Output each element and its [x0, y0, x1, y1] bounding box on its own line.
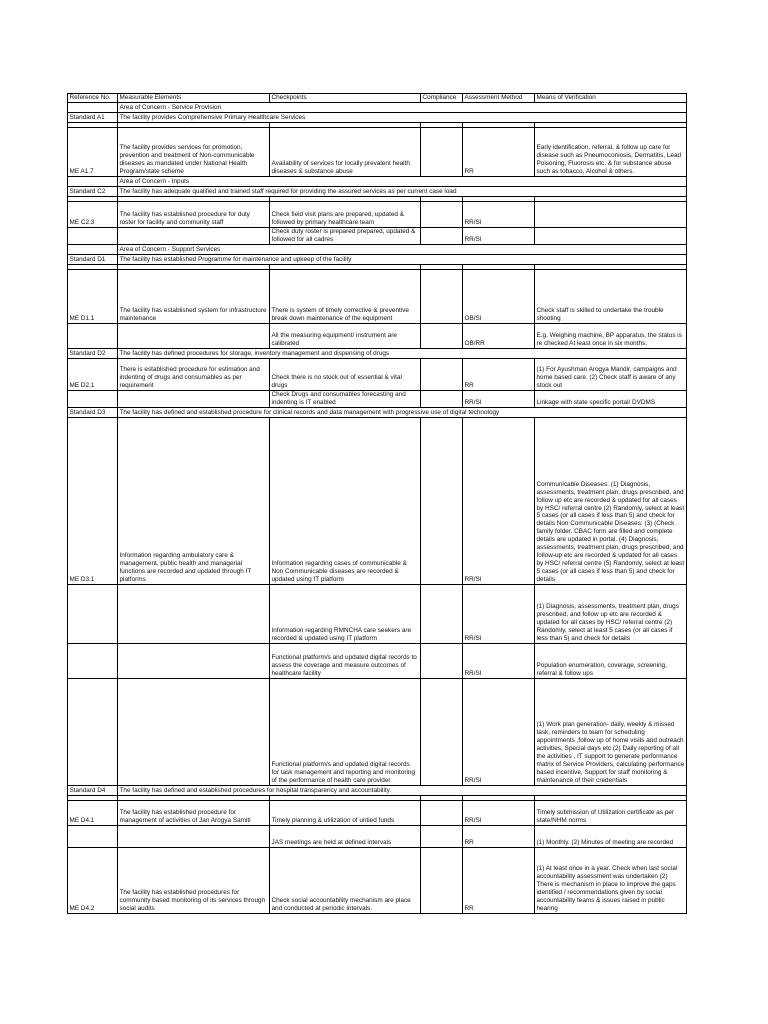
compliance-cell	[421, 323, 463, 348]
means-of-verification-cell: Population enumeration, coverage, screening, referral & follow ups	[535, 643, 687, 678]
means-of-verification-cell	[535, 228, 687, 245]
measurable-element-cell	[118, 323, 270, 348]
table-row	[68, 417, 687, 584]
means-of-verification-cell: Linkage with state specific portal/ DVDMS	[535, 390, 687, 407]
table-row	[68, 128, 687, 177]
assessment-method-cell: RR/SI	[463, 800, 535, 825]
measurable-element-cell: The facility has established procedure for duty roster for facility and community staff	[118, 202, 270, 228]
measurable-element-cell	[118, 228, 270, 245]
standard-row	[68, 187, 687, 197]
standard-ref: Standard D4	[68, 785, 118, 795]
means-of-verification-cell: (1) Monthly. (2) Minutes of meeting are recorded	[535, 825, 687, 847]
compliance-cell	[421, 800, 463, 825]
compliance-cell	[421, 228, 463, 245]
reference-no-cell: ME A1.7	[68, 128, 118, 177]
standard-row	[68, 113, 687, 123]
assessment-method-cell: RR/SI	[463, 643, 535, 678]
table-row	[68, 825, 687, 847]
standard-title: The facility has defined and established procedure for clinical records and data management with progressive use of digital technology	[118, 407, 687, 417]
reference-no-cell	[68, 390, 118, 407]
standard-ref: Standard A1	[68, 113, 118, 123]
table-row	[68, 202, 687, 228]
checkpoint-cell: Check there is no stock out of essential & vital drugs	[270, 358, 421, 390]
standard-row	[68, 348, 687, 358]
ref-cell	[68, 103, 118, 113]
table-row	[68, 847, 687, 913]
means-of-verification-cell: Timely submission of Utilization certificate as per state/NHM norms	[535, 800, 687, 825]
ref-cell	[68, 244, 118, 254]
means-of-verification-cell: Check staff is skilled to undertake the trouble shooting	[535, 269, 687, 323]
checkpoint-cell: All the measuring equipment/ instrument are calibrated	[270, 323, 421, 348]
assessment-method-cell: OB/SI	[463, 269, 535, 323]
checkpoint-cell: Check field visit plans are prepared, updated & followed by primary healthcare team	[270, 202, 421, 228]
assessment-method-cell: RR/SI	[463, 417, 535, 584]
checklist-table	[67, 93, 687, 914]
standard-row	[68, 407, 687, 417]
table-row	[68, 800, 687, 825]
area-of-concern-row	[68, 244, 687, 254]
reference-no-cell	[68, 678, 118, 785]
means-of-verification-cell	[535, 202, 687, 228]
reference-no-cell	[68, 323, 118, 348]
checkpoint-cell: Check social accountability mechanism are place and conducted at periodic intervals.	[270, 847, 421, 913]
means-of-verification-cell: (1) Diagnosis, assessments, treatment plan, drugs prescribed, and follow up etc are recorded & updated for all cases by HSC/ referral centre (2) Randomly, select at least 5 cases (or all cases if less than 5) and check for details	[535, 584, 687, 643]
table-row	[68, 643, 687, 678]
assessment-method-cell: RR	[463, 128, 535, 177]
standard-row	[68, 785, 687, 795]
measurable-element-cell: Information regarding ambulatory care & management, public health and managerial functions are recorded and updated through IT platforms	[118, 417, 270, 584]
measurable-element-cell	[118, 825, 270, 847]
table-row	[68, 358, 687, 390]
area-of-concern-row	[68, 103, 687, 113]
standard-title: The facility has defined and established procedures for hospital transparency and accountability.	[118, 785, 687, 795]
compliance-cell	[421, 128, 463, 177]
checkpoint-cell: Check duty roster is prepared prepared, updated & followed for all cadres	[270, 228, 421, 245]
area-of-concern-title: Area of Concern - Support Services	[118, 244, 687, 254]
assessment-method-cell: RR	[463, 358, 535, 390]
header-row	[68, 94, 687, 103]
means-of-verification-cell: Early identification, referral, & follow up care for disease such as Pneumoconiosis, Dermatitis, Lead Poisoning, Fluorosis etc. & for substance abuse such as tobacco, Alcohol & others.	[535, 128, 687, 177]
assessment-method-cell: RR/SI	[463, 584, 535, 643]
checkpoint-cell: There is system of timely corrective & preventive break down maintenance of the equipment	[270, 269, 421, 323]
reference-no-cell	[68, 643, 118, 678]
table-row	[68, 269, 687, 323]
checkpoint-cell: Functional platform/s and updated digital records to assess the coverage and measure outcomes of healthcare facility	[270, 643, 421, 678]
header-checkpoints: Checkpoints	[270, 94, 421, 103]
means-of-verification-cell: (1) Work plan generation- daily, weekly & missed task, reminders to team for scheduling appointments ,follow up of home visits and outreach activities, Special days etc (2) Daily reporting of all the activities , IT support to generate performance matrix of Service Providers, calculating performance based incentive, Support for staff monitoring & maintenance of their credentials	[535, 678, 687, 785]
measurable-element-cell	[118, 643, 270, 678]
means-of-verification-cell: (1) At least once in a year. Check when last social accountability assessment was undertaken (2) There is mechanism in place to improve the gaps identified / recommendations given by social accountability teams & issues raised in public hearing	[535, 847, 687, 913]
means-of-verification-cell: Communicable Diseases: (1) Diagnosis, assessments, treatment plan, drugs prescribed, and follow up etc are recorded & updated for all cases by HSC/ referral centre (2) Randomly, select at least 5 cases (or all cases if less than 5) and check for details Non Communicable Diseases: (3) (Check family folder, CBAC form are filled and complete details are updated in portal. (4) Diagnosis, assessments, treatment plan, drugs prescribed, and follow-up etc are recorded & updated for all cases by HSC/ referral centre (5) Randomly, select at least 5 cases (or all cases if less than 5) and check for details	[535, 417, 687, 584]
reference-no-cell: ME D4.2	[68, 847, 118, 913]
standard-ref: Standard D1	[68, 254, 118, 264]
standard-title: The facility has adequate qualified and trained staff required for providing the assured services as per current case load	[118, 187, 687, 197]
table-row	[68, 678, 687, 785]
compliance-cell	[421, 847, 463, 913]
standard-title: The facility has defined procedures for storage, inventory management and dispensing of drugs	[118, 348, 687, 358]
assessment-method-cell: RR	[463, 847, 535, 913]
measurable-element-cell: The facility has established system for infrastructure maintenance	[118, 269, 270, 323]
compliance-cell	[421, 643, 463, 678]
checkpoint-cell: Functional platform/s and updated digital records for task management and reporting and monitoring of the performance of health care provider	[270, 678, 421, 785]
header-measurable-elements: Measurable Elements	[118, 94, 270, 103]
reference-no-cell: ME D2.1	[68, 358, 118, 390]
measurable-element-cell	[118, 390, 270, 407]
header-reference-no: Reference No.	[68, 94, 118, 103]
ref-cell	[68, 177, 118, 187]
assessment-method-cell: RR	[463, 825, 535, 847]
standard-title: The facility has established Programme for maintenance and upkeep of the facility	[118, 254, 687, 264]
means-of-verification-cell: E.g. Weighing machine, BP apparatus, the status is re checked At least once in six months.	[535, 323, 687, 348]
compliance-cell	[421, 269, 463, 323]
checklist-body	[68, 94, 687, 914]
standard-ref: Standard C2	[68, 187, 118, 197]
reference-no-cell: ME D3.1	[68, 417, 118, 584]
reference-no-cell: ME C2.3	[68, 202, 118, 228]
compliance-cell	[421, 202, 463, 228]
measurable-element-cell: There is established procedure for estimation and indenting of drugs and consumables as per requirement	[118, 358, 270, 390]
measurable-element-cell	[118, 584, 270, 643]
table-row	[68, 390, 687, 407]
header-compliance: Compliance	[421, 94, 463, 103]
table-row	[68, 584, 687, 643]
assessment-method-cell: RR/SI	[463, 228, 535, 245]
reference-no-cell: ME D1.1	[68, 269, 118, 323]
means-of-verification-cell: (1) For Ayushman Arogya Mandir, campaigns and home based care. (2) Check staff is aware of any stock out	[535, 358, 687, 390]
checkpoint-cell: Timely planning & utilization of untied funds	[270, 800, 421, 825]
compliance-cell	[421, 358, 463, 390]
standard-ref: Standard D3	[68, 407, 118, 417]
checkpoint-cell: Information regarding cases of communicable & Non Communicable diseases are recorded & updated using IT platform	[270, 417, 421, 584]
compliance-cell	[421, 825, 463, 847]
reference-no-cell: ME D4.1	[68, 800, 118, 825]
standard-title: The facility provides Comprehensive Primary Healthcare Services	[118, 113, 687, 123]
compliance-cell	[421, 678, 463, 785]
checkpoint-cell: JAS meetings are held at defined intervals	[270, 825, 421, 847]
area-of-concern-row	[68, 177, 687, 187]
header-assessment-method: Assessment Method	[463, 94, 535, 103]
measurable-element-cell: The facility has established procedure for management of activities of Jan Arogya Samiti	[118, 800, 270, 825]
assessment-method-cell: RR/SI	[463, 390, 535, 407]
standard-ref: Standard D2	[68, 348, 118, 358]
standard-row	[68, 254, 687, 264]
header-means-of-verification: Means of Verification	[535, 94, 687, 103]
reference-no-cell	[68, 228, 118, 245]
table-row	[68, 228, 687, 245]
table-row	[68, 323, 687, 348]
compliance-cell	[421, 390, 463, 407]
assessment-method-cell: RR/SI	[463, 678, 535, 785]
measurable-element-cell: The facility has established procedures for community based monitoring of its services through social audits	[118, 847, 270, 913]
reference-no-cell	[68, 825, 118, 847]
compliance-cell	[421, 584, 463, 643]
checkpoint-cell: Check Drugs and consumables forecasting and indenting is IT enabled	[270, 390, 421, 407]
measurable-element-cell: The facility provides services for promotion, prevention and treatment of Non-communicable diseases as mandated under National Health Program/state scheme	[118, 128, 270, 177]
assessment-method-cell: OB/RR	[463, 323, 535, 348]
area-of-concern-title: Area of Concern - Service Provision	[118, 103, 687, 113]
reference-no-cell	[68, 584, 118, 643]
checkpoint-cell: Availability of services for locally prevalent health diseases & substance abuse	[270, 128, 421, 177]
measurable-element-cell	[118, 678, 270, 785]
area-of-concern-title: Area of Concern - Inputs	[118, 177, 687, 187]
assessment-method-cell: RR/SI	[463, 202, 535, 228]
compliance-cell	[421, 417, 463, 584]
checkpoint-cell: Information regarding RMNCHA care seekers are recorded & updated using IT platform	[270, 584, 421, 643]
